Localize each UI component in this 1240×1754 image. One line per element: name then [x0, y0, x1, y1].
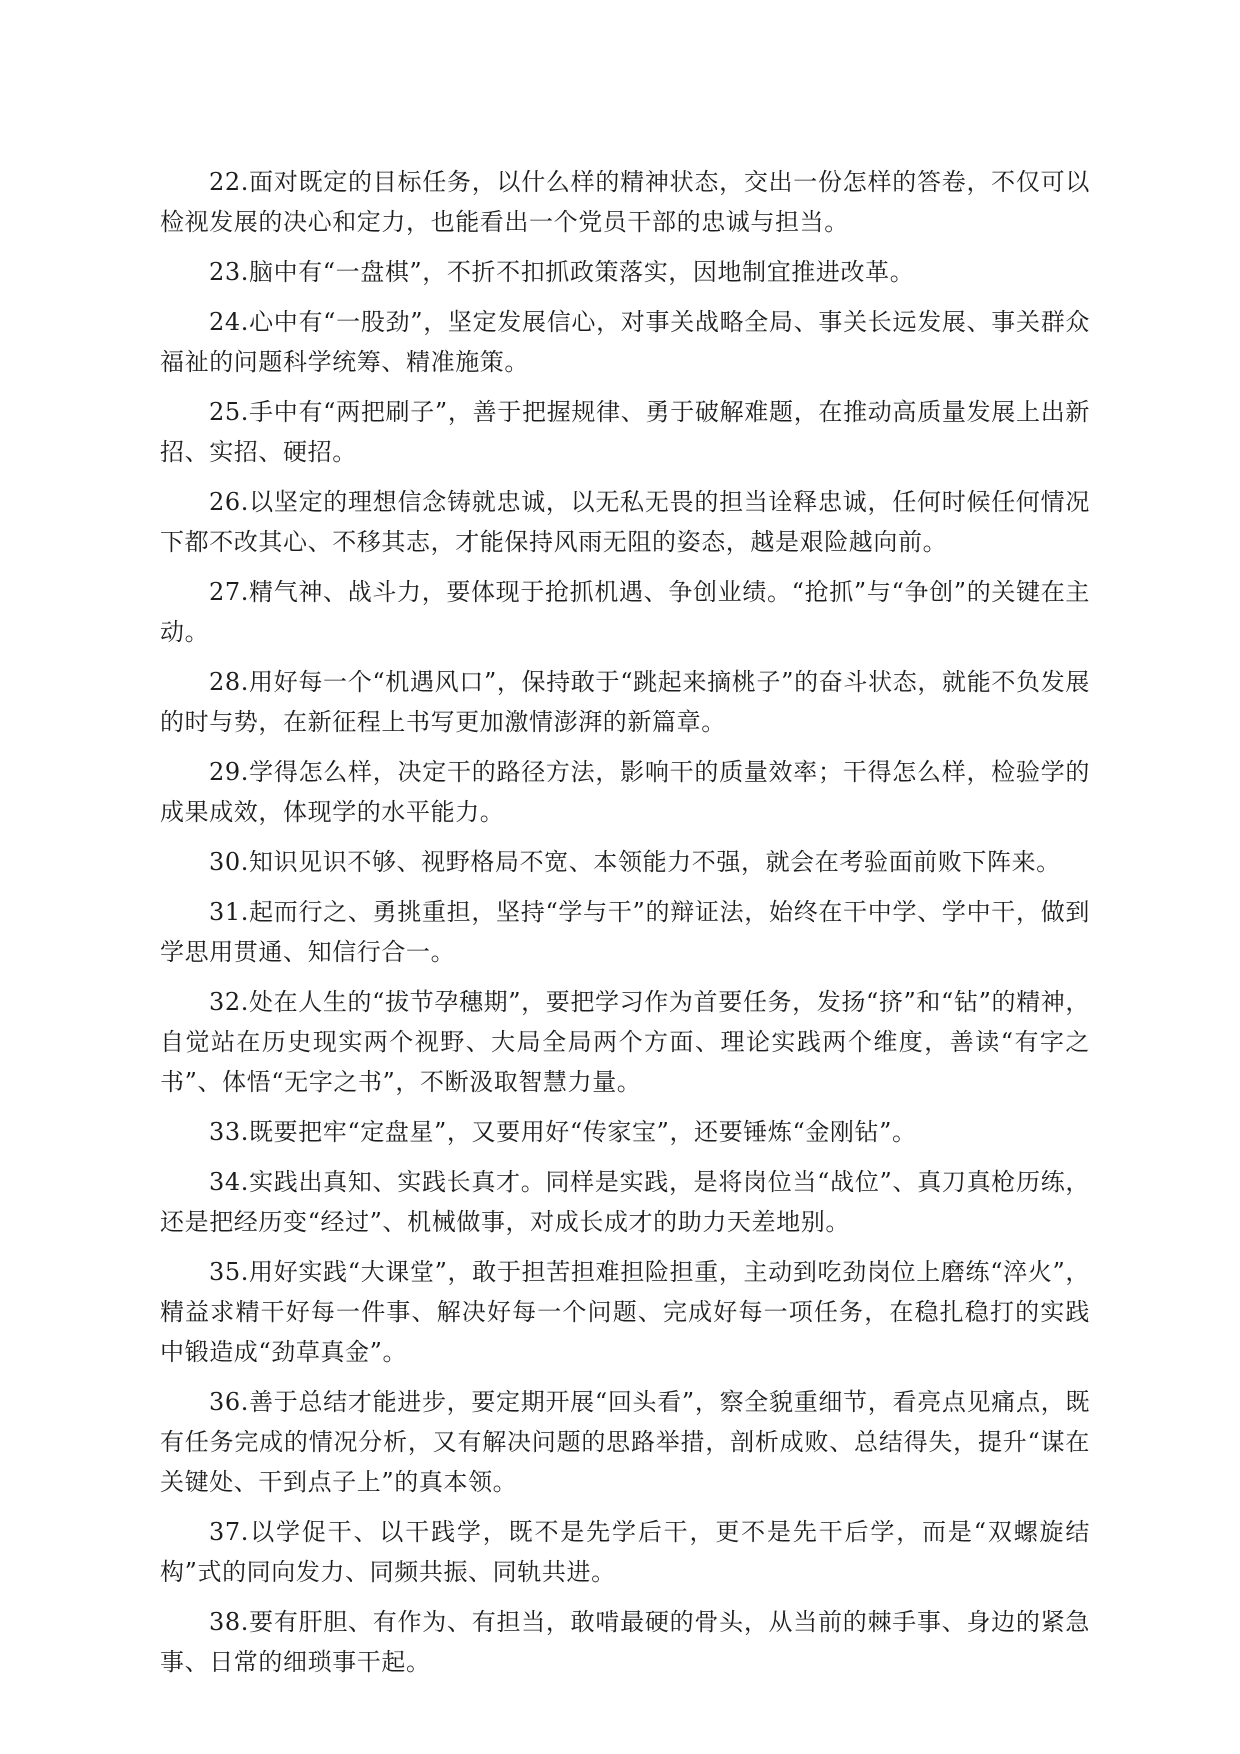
- paragraph-28: 28.用好每一个“机遇风口”，保持敢于“跳起来摘桃子”的奋斗状态，就能不负发展的时与势，在新征程上书写更加激情澎湃的新篇章。: [160, 668, 1090, 736]
- paragraph-37: 37.以学促干、以干践学，既不是先学后干，更不是先干后学，而是“双螺旋结构”式的同向发力、同频共振、同轨共进。: [160, 1518, 1090, 1586]
- paragraph-29: 29.学得怎么样，决定干的路径方法，影响干的质量效率；干得怎么样，检验学的成果成效，体现学的水平能力。: [160, 758, 1090, 826]
- paragraph-22: 22.面对既定的目标任务，以什么样的精神状态，交出一份怎样的答卷，不仅可以检视发展的决心和定力，也能看出一个党员干部的忠诚与担当。: [160, 168, 1090, 236]
- paragraph-25: 25.手中有“两把刷子”，善于把握规律、勇于破解难题，在推动高质量发展上出新招、实招、硬招。: [160, 398, 1090, 466]
- paragraph-38: 38.要有肝胆、有作为、有担当，敢啃最硬的骨头，从当前的棘手事、身边的紧急事、日常的细琐事干起。: [160, 1608, 1090, 1676]
- paragraph-36: 36.善于总结才能进步，要定期开展“回头看”，察全貌重细节，看亮点见痛点，既有任务完成的情况分析，又有解决问题的思路举措，剖析成败、总结得失，提升“谋在关键处、干到点子上”的真本领。: [160, 1388, 1090, 1496]
- paragraph-26: 26.以坚定的理想信念铸就忠诚，以无私无畏的担当诠释忠诚，任何时候任何情况下都不改其心、不移其志，才能保持风雨无阻的姿态，越是艰险越向前。: [160, 488, 1090, 556]
- paragraph-31: 31.起而行之、勇挑重担，坚持“学与干”的辩证法，始终在干中学、学中干，做到学思用贯通、知信行合一。: [160, 898, 1090, 966]
- paragraph-27: 27.精气神、战斗力，要体现于抢抓机遇、争创业绩。“抢抓”与“争创”的关键在主动。: [160, 578, 1090, 646]
- paragraph-23: 23.脑中有“一盘棋”，不折不扣抓政策落实，因地制宜推进改革。: [209, 258, 915, 286]
- paragraph-24: 24.心中有“一股劲”，坚定发展信心，对事关战略全局、事关长远发展、事关群众福祉的问题科学统筹、精准施策。: [160, 308, 1090, 376]
- paragraph-33: 33.既要把牢“定盘星”，又要用好“传家宝”，还要锤炼“金刚钻”。: [209, 1118, 917, 1146]
- document-body: [160, 162, 1090, 1692]
- paragraph-35: 35.用好实践“大课堂”，敢于担苦担难担险担重，主动到吃劲岗位上磨练“淬火”，精益求精干好每一件事、解决好每一个问题、完成好每一项任务，在稳扎稳打的实践中锻造成“劲草真金”。: [160, 1258, 1090, 1366]
- paragraph-34: 34.实践出真知、实践长真才。同样是实践，是将岗位当“战位”、真刀真枪历练，还是把经历变“经过”、机械做事，对成长成才的助力天差地别。: [160, 1168, 1090, 1236]
- paragraph-30: 30.知识见识不够、视野格局不宽、本领能力不强，就会在考验面前败下阵来。: [209, 848, 1061, 876]
- paragraph-32: 32.处在人生的“拔节孕穗期”，要把学习作为首要任务，发扬“挤”和“钻”的精神，自觉站在历史现实两个视野、大局全局两个方面、理论实践两个维度，善读“有字之书”、体悟“无字之书”，不断汲取智慧力量。: [160, 988, 1090, 1096]
